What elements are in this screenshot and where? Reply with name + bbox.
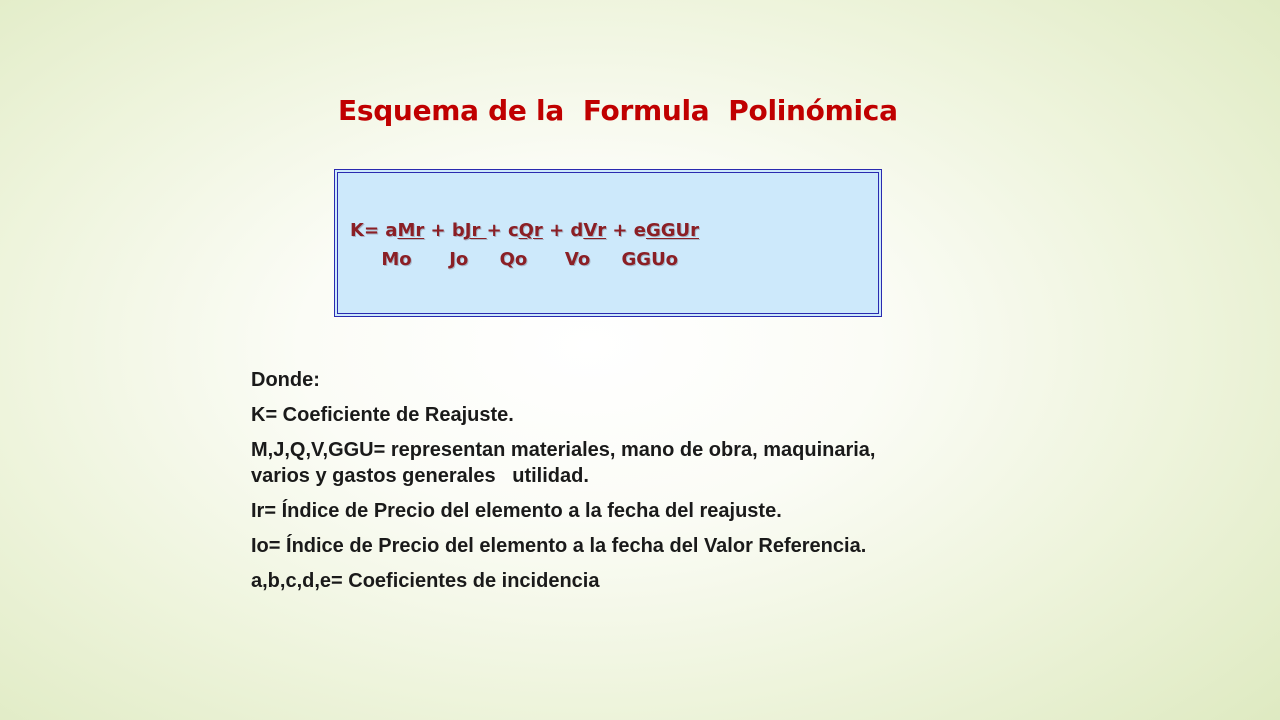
definition-k: K= Coeficiente de Reajuste. [251,404,514,426]
definition-components: M,J,Q,V,GGU= representan materiales, mano de obra, maquinaria, varios y gastos generales utilidad. [251,439,882,487]
slide-title: Esquema de la Formula Polinómica [338,94,898,127]
definition-io: Io= Índice de Precio del elemento a la fecha del Valor Referencia. [251,535,867,557]
formula-term-v: Vr [583,220,607,241]
formula-term-q: Qr [518,220,543,241]
formula-term-j: Jr [464,220,487,241]
formula-numerator [350,220,699,241]
definitions-block [251,367,911,603]
formula-term-m: Mr [397,220,425,241]
formula-box [334,169,882,317]
formula-sep-4: + e [606,220,646,241]
formula-sep-3: + d [542,220,584,241]
formula-sep-1: + b [424,220,465,241]
formula-prefix: K= a [350,220,398,241]
definition-coefficients: a,b,c,d,e= Coeficientes de incidencia [251,570,600,592]
formula-sep-2: + c [486,220,519,241]
definition-ir: Ir= Índice de Precio del elemento a la fecha del reajuste. [251,500,782,522]
definition-intro: Donde: [251,369,320,391]
formula-term-ggu: GGUr [645,220,699,241]
formula-denominator: Mo Jo Qo Vo GGUo [350,249,679,270]
